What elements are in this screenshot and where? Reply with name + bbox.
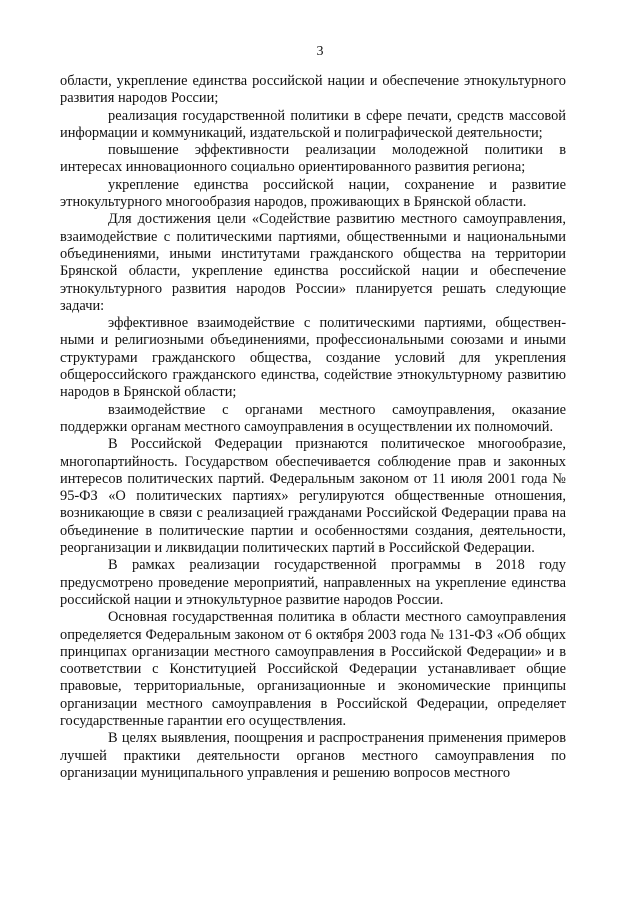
document-body bbox=[60, 73, 566, 782]
paragraph-7: взаимодействие с органами местного самоуправления, оказание поддержки органам местного самоуправления в осуществлении их полномочий. bbox=[60, 401, 566, 435]
paragraph-1: области, укрепление единства российской нации и обеспечение этнокультурного развития народов России; bbox=[60, 73, 566, 107]
paragraph-9: В рамках реализации государственной программы в 2018 году предусмотрено проведение мероприятий, направленных на укрепление единства российской нации и этнокультурное развитие народов России. bbox=[60, 557, 566, 608]
paragraph-8: В Российской Федерации признаются политическое многообразие, многопартийность. Государством обеспечивается соблюдение прав и законных интересов политических партий. Федеральным законом от 11 июля 2001 года № 95-ФЗ «О политических партиях» регулируются общественные отношения, возникающие в связи с реализацией гражданами Российской Федерации права на объединение в политические партии и особенностями создания, деятельности, реорганизации и ликвидации политических партий в Российской Федерации. bbox=[60, 436, 566, 557]
paragraph-2: реализация государственной политики в сфере печати, средств массовой информации и коммуникаций, издательской и полиграфической деятельности; bbox=[60, 107, 566, 141]
paragraph-11: В целях выявления, поощрения и распространения применения примеров лучшей практики деятельности органов местного самоуправления по организации муниципального управления и решению вопросов местного bbox=[60, 730, 566, 781]
paragraph-6: эффективное взаимодействие с политическими партиями, общественными и религиозными объединениями, профессиональными союзами и иными структурами гражданского общества, создание условий для укрепления общероссийского гражданского единства, содействие этнокультурному развитию народов в Брянской области; bbox=[60, 315, 566, 401]
page-number: 3 bbox=[316, 44, 324, 59]
paragraph-3: повышение эффективности реализации молодежной политики в интересах инновационного социально ориентированного развития региона; bbox=[60, 142, 566, 176]
paragraph-5: Для достижения цели «Содействие развитию местного самоуправления, взаимодействие с политическими партиями, общественными и национальными объединениями, иными институтами гражданского общества на территории Брянской области, укрепление единства российской нации и обеспечение этнокультурного развития народов России» планируется решать следующие задачи: bbox=[60, 211, 566, 314]
paragraph-10: Основная государственная политика в области местного самоуправления определяется Федеральным законом от 6 октября 2003 года № 131-ФЗ «Об общих принципах организации местного самоуправления в Российской Федерации» и в соответствии с Конституцией Российской Федерации устанавливает общие правовые, территориальные, организационные и экономические принципы организации местного самоуправления в Российской Федерации, определяет государственные гарантии его осуществления. bbox=[60, 609, 566, 729]
paragraph-4: укрепление единства российской нации, сохранение и развитие этнокультурного многообразия народов, проживающих в Брянской области. bbox=[60, 176, 566, 211]
